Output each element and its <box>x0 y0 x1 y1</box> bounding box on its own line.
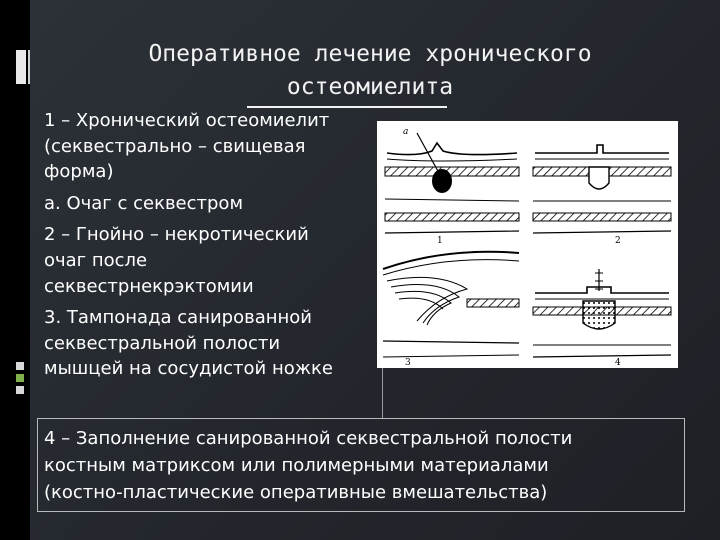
decor-bar <box>16 50 26 84</box>
label-1: 1 <box>437 236 443 246</box>
panel-1 <box>385 127 519 246</box>
text-line: (секвестрально – свищевая <box>44 135 306 157</box>
label-4: 4 <box>615 358 621 368</box>
text-line: секвестральной полости <box>44 332 281 354</box>
surgery-diagram <box>377 121 678 368</box>
slide-title <box>60 38 680 104</box>
decor-bar-thin <box>28 50 30 84</box>
panel-3 <box>383 252 519 368</box>
label-3: 3 <box>405 358 411 368</box>
label-a: а <box>403 127 409 137</box>
frame-edge <box>382 368 686 418</box>
left-description <box>44 108 384 382</box>
text-line: форма) <box>44 161 114 183</box>
decor-square <box>16 386 24 394</box>
text-line: костным матриксом или полимерными материалами <box>44 455 549 476</box>
text-line: 1 – Хронический остеомиелит <box>44 110 330 131</box>
text-line: 4 – Заполнение санированной секвестральной полости <box>44 428 573 449</box>
text-line: 2 – Гнойно – некротический <box>44 224 309 246</box>
title-line-1: Оперативное лечение хронического <box>148 41 592 67</box>
text-line: (костно-пластические оперативные вмешательства) <box>44 482 548 503</box>
text-line: секвестрнекрэктомии <box>44 275 254 297</box>
text-line: очаг после <box>44 249 148 271</box>
decor-square-green <box>16 374 24 382</box>
text-line: 3. Тампонада санированной <box>44 307 312 329</box>
panel-4 <box>533 269 671 368</box>
decor-square <box>16 362 24 370</box>
panel-2 <box>533 145 671 246</box>
text-line: а. Очаг с секвестром <box>44 192 244 214</box>
text-line: мышцей на сосудистой ножке <box>44 358 333 380</box>
bottom-description <box>37 418 685 512</box>
diagram-svg <box>377 121 678 368</box>
label-2: 2 <box>615 236 621 246</box>
title-line-2: остеомиелита <box>286 74 454 100</box>
